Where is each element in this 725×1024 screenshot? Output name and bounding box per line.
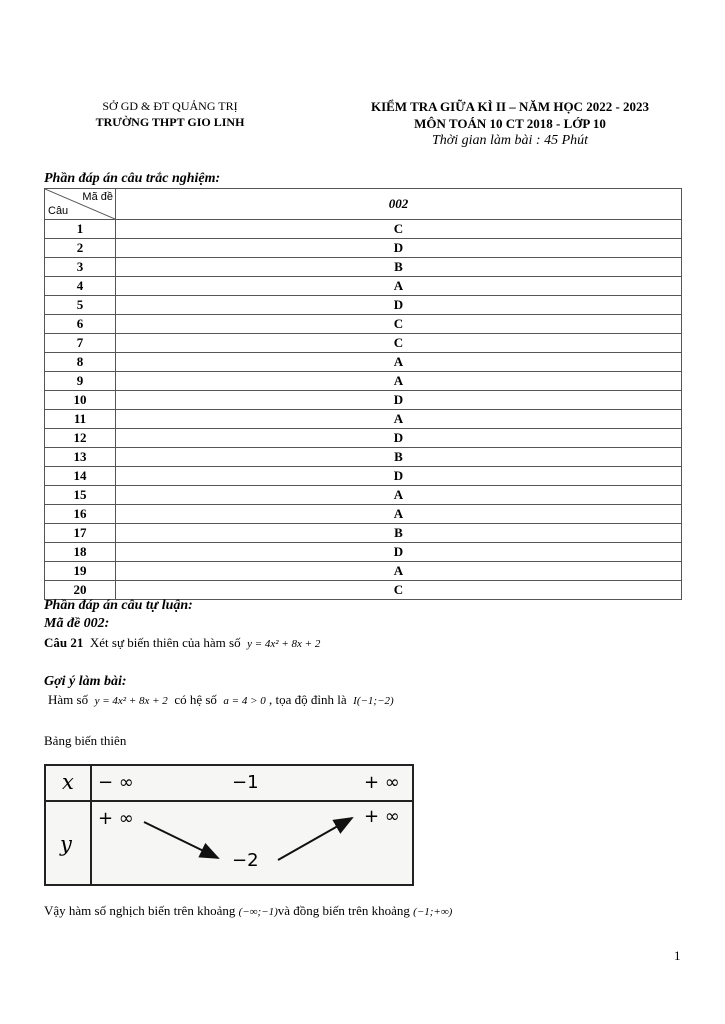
answer-letter: C [116, 220, 682, 239]
y-row-label: y [60, 832, 72, 856]
page-number: 1 [674, 948, 681, 963]
x-right-value: + ∞ [364, 772, 400, 793]
answer-letter: D [116, 543, 682, 562]
answer-row [45, 353, 682, 372]
answer-letter: D [116, 429, 682, 448]
answer-row [45, 296, 682, 315]
hint-text-3: , tọa độ đỉnh là [269, 692, 347, 707]
x-row-label: x [62, 770, 74, 794]
question-number: 5 [45, 296, 116, 315]
answer-row [45, 258, 682, 277]
exam-code-label: Mã đề [82, 191, 113, 203]
answer-table [44, 188, 682, 600]
variation-table-title: Bảng biến thiên [44, 733, 127, 748]
answer-row [45, 239, 682, 258]
answer-letter: A [116, 505, 682, 524]
question-number: 6 [45, 315, 116, 334]
exam-title: KIỂM TRA GIỮA KÌ II – NĂM HỌC 2022 - 2023 [370, 99, 650, 114]
question-number: 10 [45, 391, 116, 410]
conclusion-text-1: Vậy hàm số nghịch biến trên khoảng [44, 903, 236, 918]
answer-row [45, 524, 682, 543]
answer-letter: D [116, 296, 682, 315]
mc-heading: Phần đáp án câu trắc nghiệm: [44, 171, 221, 186]
question-number: 14 [45, 467, 116, 486]
answer-row [45, 220, 682, 239]
school-name: TRƯỜNG THPT GIO LINH [95, 115, 245, 129]
answer-letter: A [116, 410, 682, 429]
answer-row [45, 543, 682, 562]
answer-row [45, 410, 682, 429]
answer-row [45, 277, 682, 296]
hint-text-2: có hệ số [174, 692, 217, 707]
answer-letter: B [116, 524, 682, 543]
essay-heading: Phần đáp án câu tự luận: [44, 598, 193, 613]
answer-letter: B [116, 258, 682, 277]
answer-letter: D [116, 391, 682, 410]
question-number: 2 [45, 239, 116, 258]
question-number: 12 [45, 429, 116, 448]
answer-letter: D [116, 467, 682, 486]
answer-letter: B [116, 448, 682, 467]
x-mid-value: −1 [232, 772, 259, 793]
question-number: 11 [45, 410, 116, 429]
question-21-formula: y = 4x² + 8x + 2 [247, 638, 321, 650]
question-21-label: Câu 21 [44, 635, 84, 650]
question-number: 17 [45, 524, 116, 543]
exam-header [330, 98, 690, 149]
answer-row [45, 562, 682, 581]
question-21-text: Xét sự biến thiên của hàm số [89, 635, 241, 650]
question-number: 19 [45, 562, 116, 581]
question-number: 1 [45, 220, 116, 239]
conclusion-text-2: và đồng biến trên khoảng [277, 903, 410, 918]
hint-vertex: I(−1;−2) [353, 695, 394, 707]
question-number: 3 [45, 258, 116, 277]
variation-arrows [46, 766, 412, 884]
answer-table-header [45, 189, 682, 220]
hint-text-1: Hàm số [48, 692, 89, 707]
answer-row [45, 315, 682, 334]
school-header [60, 98, 280, 130]
answer-row [45, 334, 682, 353]
department-name: SỞ GD & ĐT QUẢNG TRỊ [102, 99, 238, 113]
increasing-interval: (−1;+∞) [413, 906, 453, 918]
question-number: 9 [45, 372, 116, 391]
answer-row [45, 505, 682, 524]
answer-row [45, 372, 682, 391]
y-min-value: −2 [232, 850, 259, 871]
answer-row [45, 581, 682, 600]
exam-code: 002 [116, 189, 682, 220]
answer-letter: A [116, 562, 682, 581]
answer-letter: A [116, 353, 682, 372]
exam-duration: Thời gian làm bài : 45 Phút [431, 133, 589, 148]
question-label: Câu [48, 205, 69, 217]
answer-row [45, 448, 682, 467]
hint-line [48, 692, 394, 708]
question-number: 13 [45, 448, 116, 467]
answer-letter: C [116, 334, 682, 353]
decreasing-interval: (−∞;−1) [238, 906, 278, 918]
question-number: 16 [45, 505, 116, 524]
hint-formula: y = 4x² + 8x + 2 [94, 695, 168, 707]
question-21 [44, 635, 320, 651]
answer-row [45, 467, 682, 486]
answer-row [45, 391, 682, 410]
answer-letter: A [116, 277, 682, 296]
hint-coefficient: a = 4 > 0 [223, 695, 266, 707]
question-number: 15 [45, 486, 116, 505]
variation-table [44, 764, 414, 886]
header-diagonal-cell [45, 189, 116, 220]
answer-letter: D [116, 239, 682, 258]
subject-title: MÔN TOÁN 10 CT 2018 - LỚP 10 [414, 116, 606, 131]
hint-heading: Gợi ý làm bài: [44, 674, 127, 689]
answer-letter: C [116, 581, 682, 600]
answer-letter: C [116, 315, 682, 334]
answer-letter: A [116, 372, 682, 391]
question-number: 18 [45, 543, 116, 562]
question-number: 20 [45, 581, 116, 600]
y-right-value: + ∞ [364, 806, 400, 827]
increasing-arrow [278, 818, 352, 860]
answer-row [45, 429, 682, 448]
decreasing-arrow [144, 822, 218, 858]
question-number: 8 [45, 353, 116, 372]
y-left-value: + ∞ [98, 808, 134, 829]
question-number: 7 [45, 334, 116, 353]
question-number: 4 [45, 277, 116, 296]
conclusion [44, 903, 452, 919]
answer-row [45, 486, 682, 505]
x-left-value: − ∞ [98, 772, 134, 793]
answer-letter: A [116, 486, 682, 505]
essay-code: Mã đề 002: [44, 616, 110, 631]
